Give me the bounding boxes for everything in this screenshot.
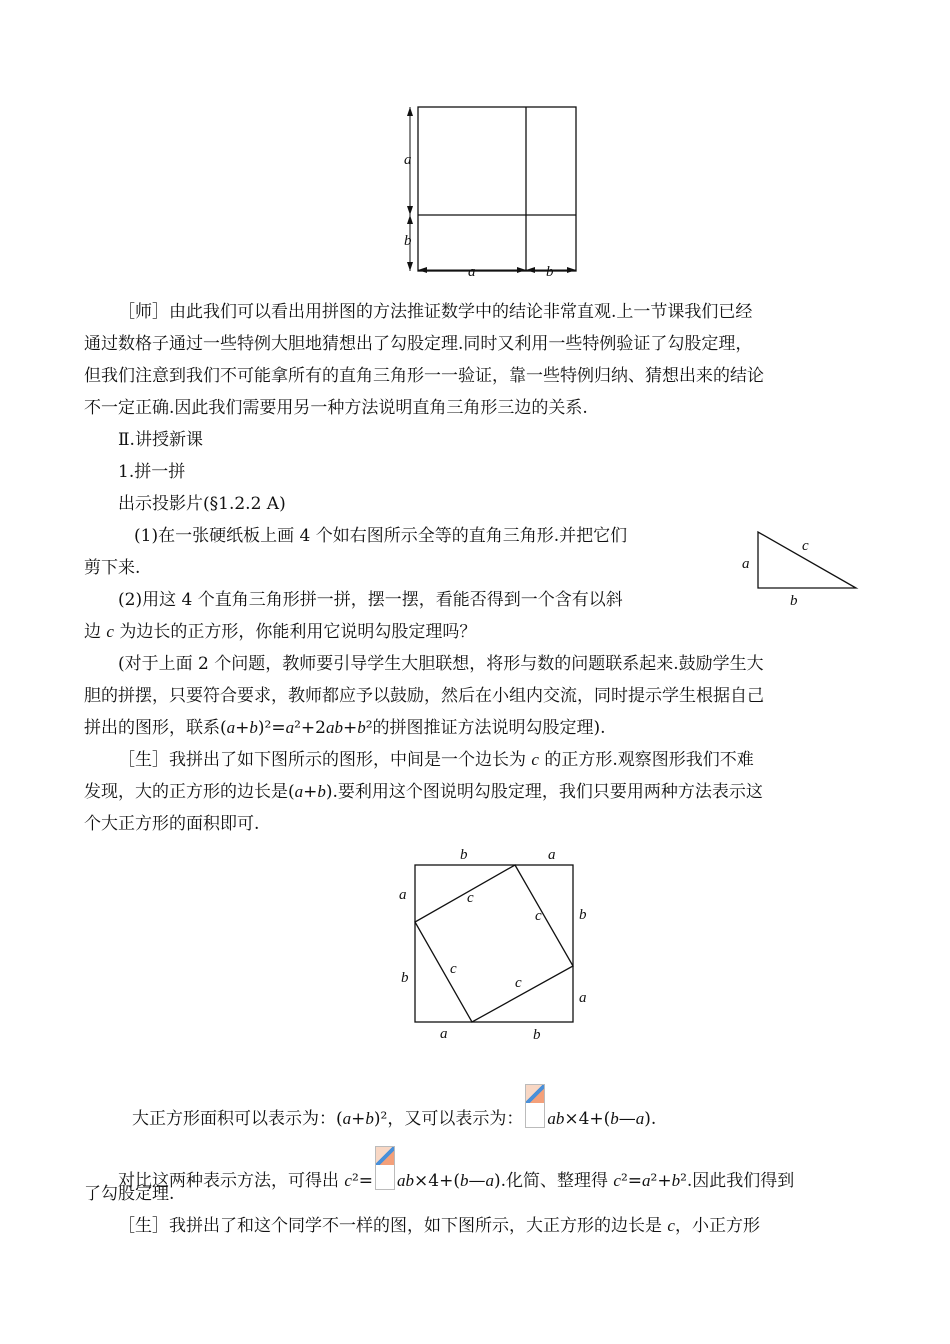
fig2-bottom-b: b xyxy=(533,1027,541,1043)
section-heading: Ⅱ.讲授新课 xyxy=(118,430,203,450)
fig2-right-b: b xyxy=(579,907,587,923)
fig2-c-bottom: c xyxy=(515,975,522,991)
fig1-label-b-left: b xyxy=(404,233,412,249)
fig2-top-a: a xyxy=(548,847,556,863)
figure-square-split xyxy=(400,100,590,280)
question-2-line-1: (2)用这 4 个直角三角形拼一拼，摆一摆，看能否得到一个含有以斜 xyxy=(118,590,623,610)
triangle-label-a: a xyxy=(742,556,750,572)
student-1-line-3: 个大正方形的面积即可. xyxy=(84,814,260,834)
student-2-line-1: ［生］我拼出了和这个同学不一样的图，如下图所示，大正方形的边长是 c，小正方形 xyxy=(118,1216,760,1236)
area-expression: 大正方形面积可以表示为：(a+b)²，又可以表示为： ab×4+(b—a). xyxy=(132,1084,912,1135)
comparison-line-1: 对比这两种表示方法，可得出 c²= ab×4+(b—a).化简、整理得 c²=a²+b².因此我们得到 xyxy=(84,1146,864,1197)
paragraph-2: 通过数格子通过一些特例大胆地猜想出了勾股定理.同时又利用一些特例验证了勾股定理， xyxy=(84,334,753,354)
teacher-note-line-3: 拼出的图形，联系(a+b)²=a²+2ab+b²的拼图推证方法说明勾股定理). xyxy=(84,718,606,738)
fig2-bottom-a: a xyxy=(440,1026,448,1042)
broken-image-icon xyxy=(525,1084,545,1128)
fig2-left-a: a xyxy=(399,887,407,903)
fig1-label-b-bottom: b xyxy=(546,264,554,280)
fig2-right-a: a xyxy=(579,990,587,1006)
fig2-c-right: c xyxy=(535,908,542,924)
paragraph-1: ［师］由此我们可以看出用拼图的方法推证数学中的结论非常直观.上一节课我们已经 xyxy=(118,302,753,322)
triangle-label-c: c xyxy=(802,538,809,554)
student-1-line-1: ［生］我拼出了如下图所示的图形，中间是一个边长为 c 的正方形.观察图形我们不难 xyxy=(118,750,754,770)
question-1-line-2: 剪下来. xyxy=(84,558,141,578)
question-2-line-2: 边 c 为边长的正方形，你能利用它说明勾股定理吗？ xyxy=(84,622,477,642)
fig1-label-a-left: a xyxy=(404,152,412,168)
figure-big-square xyxy=(395,845,595,1045)
triangle-label-b: b xyxy=(790,593,798,609)
fig2-top-b: b xyxy=(460,847,468,863)
subsection-heading: 1.拼一拼 xyxy=(118,462,186,482)
slide-reference: 出示投影片(§1.2.2 A) xyxy=(118,494,286,514)
teacher-note-line-1: (对于上面 2 个问题，教师要引导学生大胆联想，将形与数的问题联系起来.鼓励学生大 xyxy=(118,654,764,674)
paragraph-3: 但我们注意到我们不可能拿所有的直角三角形一一验证，靠一些特例归纳、猜想出来的结论 xyxy=(84,366,764,386)
fig2-c-left: c xyxy=(450,961,457,977)
figure-right-triangle xyxy=(738,528,868,608)
paragraph-4: 不一定正确.因此我们需要用另一种方法说明直角三角形三边的关系. xyxy=(84,398,588,418)
student-1-line-2: 发现，大的正方形的边长是(a+b).要利用这个图说明勾股定理，我们只要用两种方法表示这 xyxy=(84,782,763,802)
fig2-left-b: b xyxy=(401,970,409,986)
fig1-label-a-bottom: a xyxy=(468,264,476,280)
comparison-line-2: 了勾股定理. xyxy=(84,1184,175,1204)
fig2-c-top: c xyxy=(467,890,474,906)
teacher-note-line-2: 胆的拼摆，只要符合要求，教师都应予以鼓励，然后在小组内交流，同时提示学生根据自己 xyxy=(84,686,764,706)
question-1-line-1: (1)在一张硬纸板上画 4 个如右图所示全等的直角三角形.并把它们 xyxy=(134,526,628,546)
